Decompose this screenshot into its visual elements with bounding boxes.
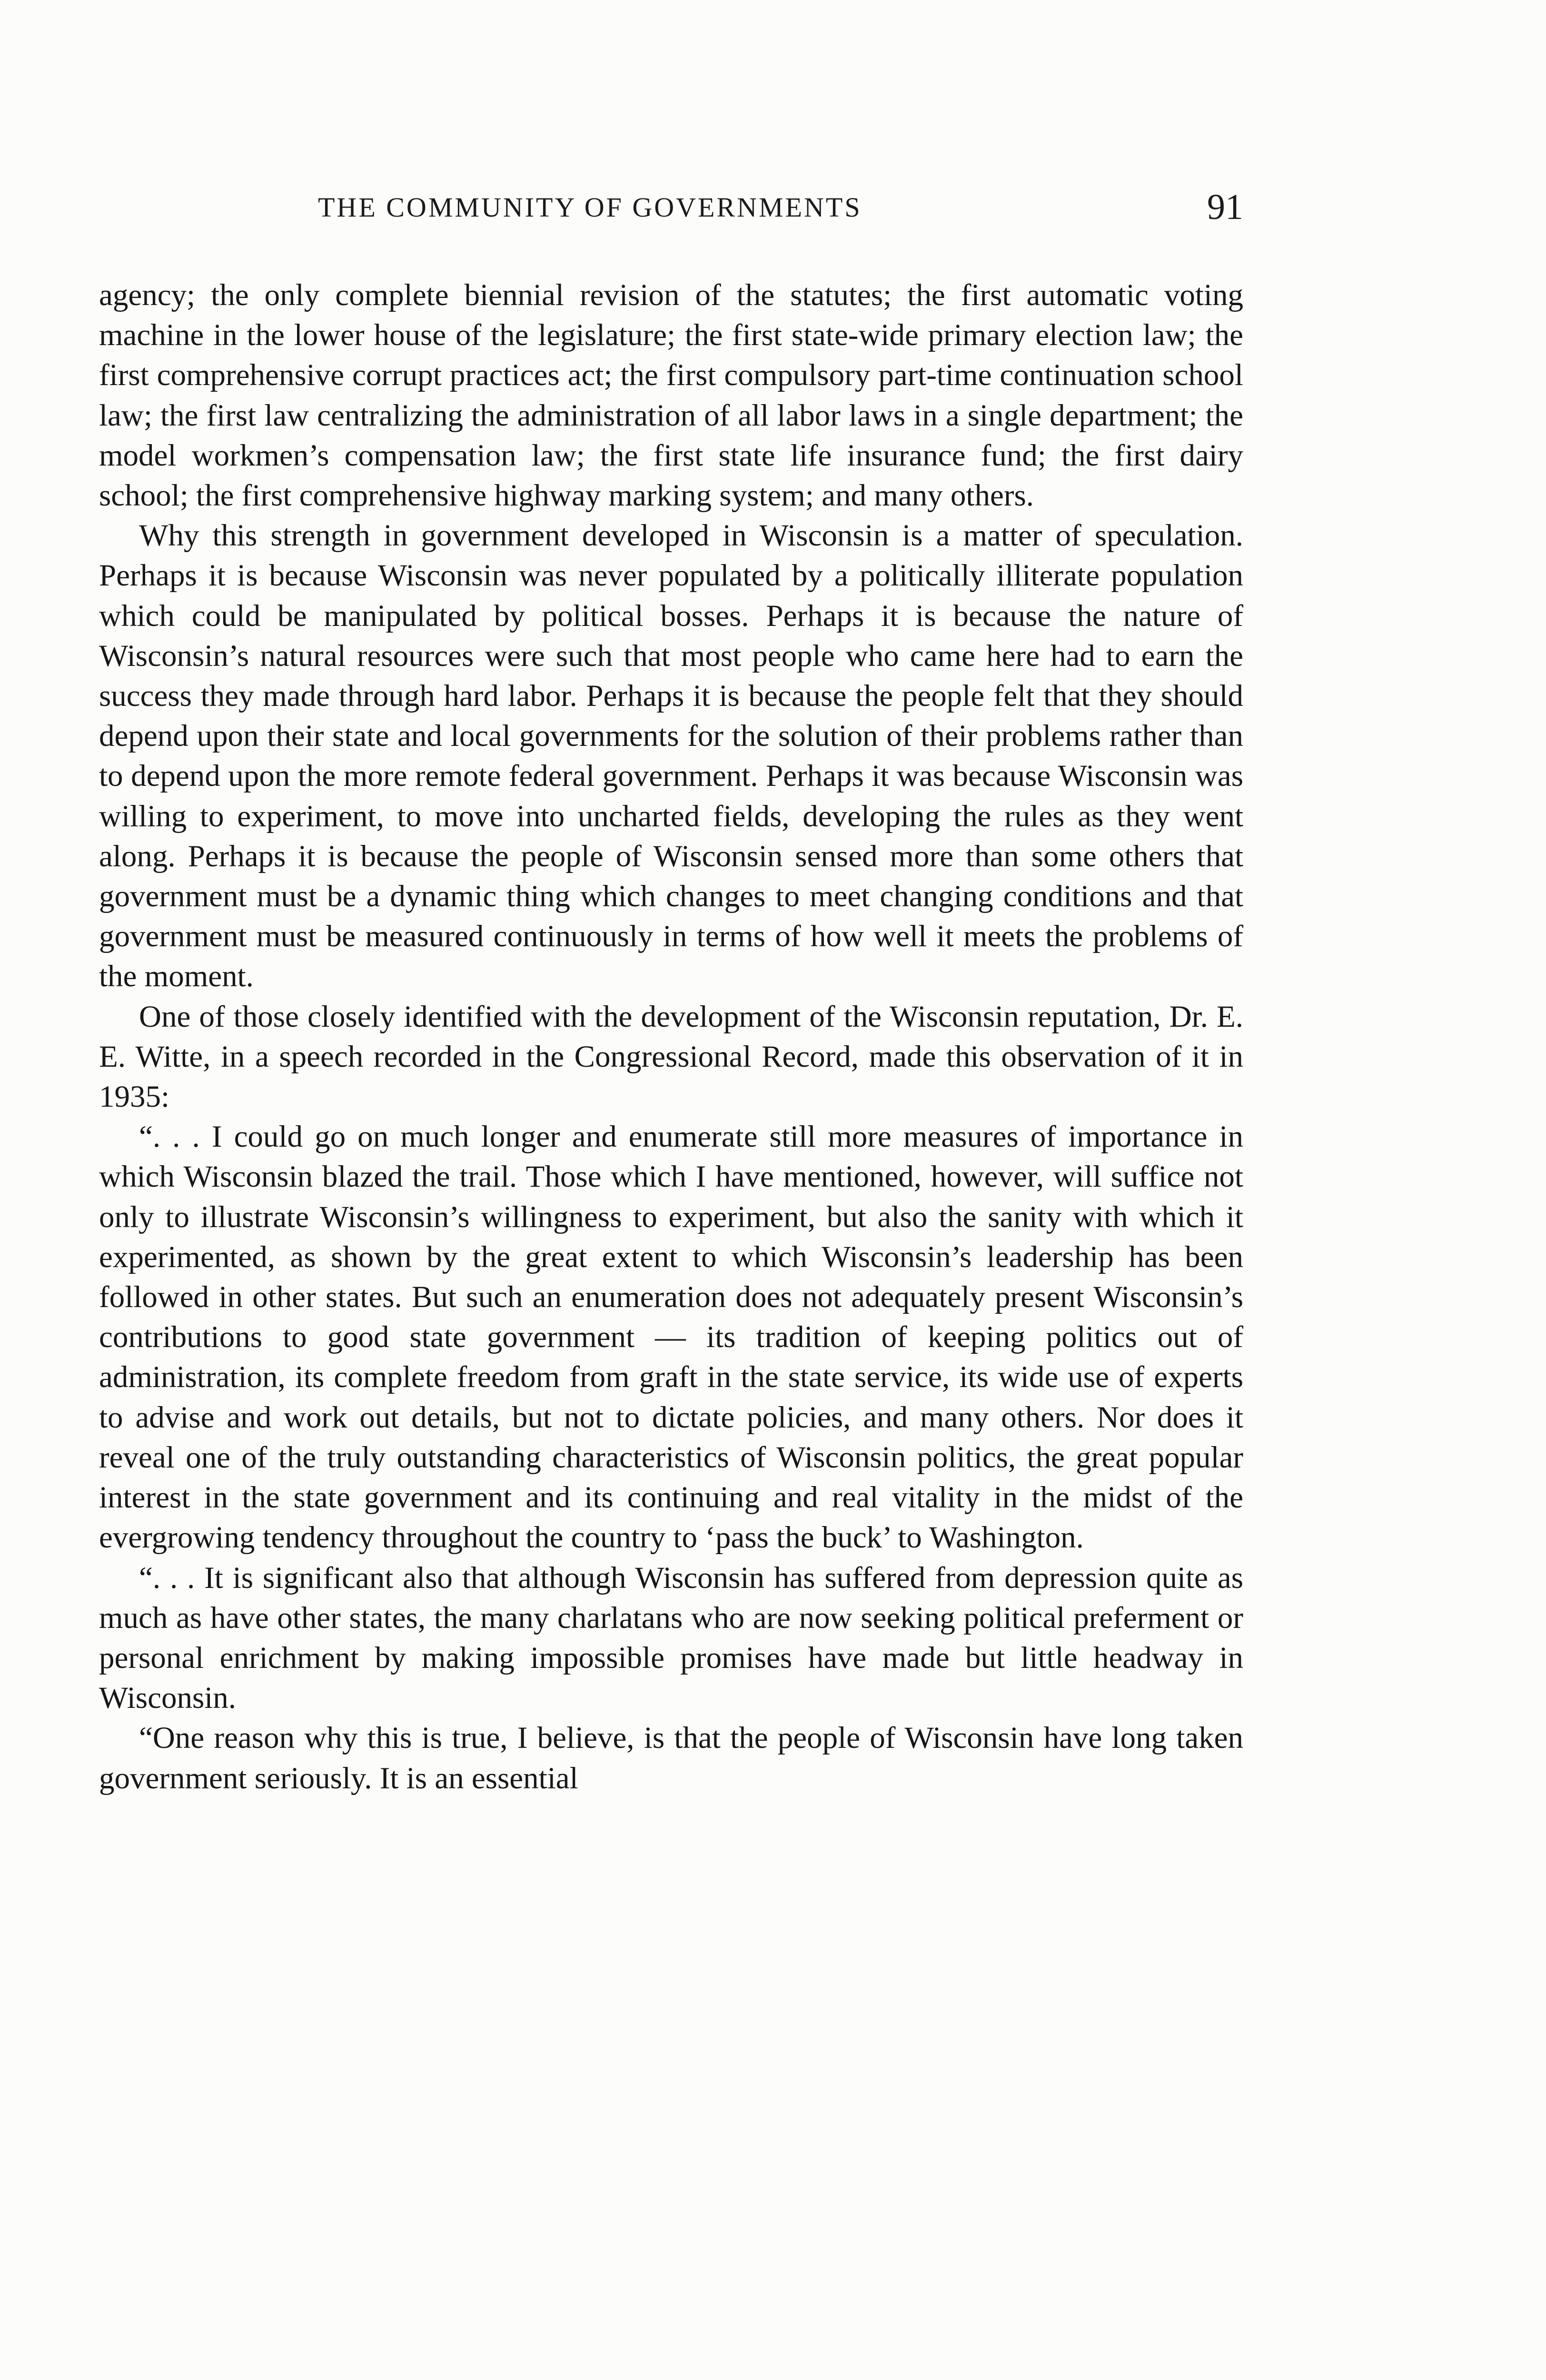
running-head	[99, 187, 1243, 244]
body-text	[99, 275, 1243, 1798]
quotation-paragraph: “One reason why this is true, I believe, is that the people of Wisconsin have long taken government seriously. It is an essential	[99, 1721, 1243, 1795]
paragraph-witte-introduction: One of those closely identified with the development of the Wisconsin reputation, Dr. E. E. Witte, in a speech recorded in the Congressional Record, made this observation of it in 1935:	[99, 999, 1243, 1114]
running-title: THE COMMUNITY OF GOVERNMENTS	[318, 192, 862, 223]
paragraph-agency-list: agency; the only complete biennial revision of the statutes; the first automatic voting machine in the lower house of the legislature; the first state-wide primary election law; the first comprehensive corrupt practices act; the first compulsory part-time continuation school law; the first law centralizing the administration of all labor laws in a single department; the model workmen’s compensation law; the first state life insurance fund; the first dairy school; the first comprehensive highway marking system; and many others.	[99, 278, 1243, 513]
paragraph-why-strength: Why this strength in government developed in Wisconsin is a matter of speculation. Perhaps it is because Wisconsin was never populated by a politically illiterate population which could be manipulated by political bosses. Perhaps it is because the nature of Wisconsin’s natural resources were such that most people who came here had to earn the success they made through hard labor. Perhaps it is because the people felt that they should depend upon their state and local governments for the solution of their problems rather than to depend upon the more remote federal government. Perhaps it was because Wisconsin was willing to experiment, to move into uncharted fields, developing the rules as they went along. Perhaps it is because the people of Wisconsin sensed more than some others that government must be a dynamic thing which changes to meet changing conditions and that government must be measured continuously in terms of how well it meets the problems of the moment.	[99, 518, 1243, 994]
quotation-paragraph: “. . . It is significant also that although Wisconsin has suffered from depression quite as much as have other states, the many charlatans who are now seeking political preferment or personal enrichment by making impossible promises have made but little headway in Wisconsin.	[99, 1560, 1243, 1716]
quotation-paragraph: “. . . I could go on much longer and enumerate still more measures of importance in which Wisconsin blazed the trail. Those which I have mentioned, however, will suffice not only to illustrate Wisconsin’s willingness to experiment, but also the sanity with which it experimented, as shown by the great extent to which Wisconsin’s leadership has been followed in other states. But such an enumeration does not adequately present Wisconsin’s contributions to good state government — its tradition of keeping politics out of administration, its complete freedom from graft in the state service, its wide use of experts to advise and work out details, but not to dictate policies, and many others. Nor does it reveal one of the truly outstanding characteristics of Wisconsin politics, the great popular interest in the state government and its continuing and real vitality in the midst of the evergrowing tendency throughout the country to ‘pass the buck’ to Washington.	[99, 1120, 1243, 1555]
page-number: 91	[1207, 187, 1243, 227]
